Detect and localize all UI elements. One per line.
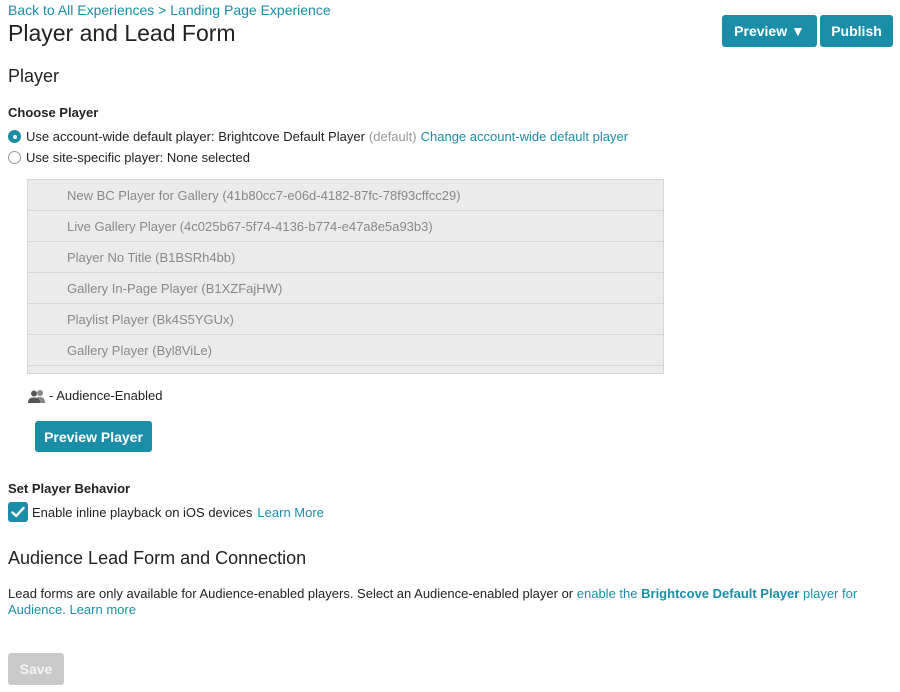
choose-player-title: Choose Player	[8, 105, 99, 120]
default-player-radio[interactable]	[8, 130, 21, 143]
lead-form-description	[8, 586, 868, 618]
lead-form-text: Lead forms are only available for Audience-enabled players. Select an Audience-enabled player or	[8, 586, 574, 601]
player-list-item[interactable]: Player No Title (B1BSRh4bb)	[28, 242, 663, 273]
breadcrumb-current-link[interactable]: Landing Page Experience	[170, 2, 331, 18]
player-section-title: Player	[8, 66, 60, 86]
checkmark-icon	[11, 506, 25, 518]
player-behavior-title: Set Player Behavior	[8, 481, 131, 496]
save-button[interactable]: Save	[8, 653, 64, 685]
site-player-radio[interactable]	[8, 151, 21, 164]
breadcrumb-back-link[interactable]: Back to All Experiences	[8, 2, 155, 18]
inline-playback-option[interactable]	[8, 502, 324, 522]
preview-dropdown-button[interactable]: Preview ▼	[722, 15, 817, 47]
enable-audience-link-player: Brightcove Default Player	[641, 586, 800, 601]
audience-legend-label: - Audience-Enabled	[49, 388, 163, 403]
page-title: Player and Lead Form	[8, 20, 236, 46]
site-player-label: Use site-specific player: None selected	[26, 150, 250, 165]
player-list[interactable]	[27, 179, 664, 374]
default-player-option[interactable]	[8, 129, 628, 144]
audience-users-icon	[27, 389, 47, 403]
site-player-option[interactable]	[8, 150, 250, 165]
lead-learn-more-link[interactable]: Learn more	[69, 602, 136, 617]
default-tag: (default)	[368, 129, 417, 144]
lead-section-title: Audience Lead Form and Connection	[8, 548, 307, 568]
breadcrumb-separator: >	[154, 2, 171, 18]
default-player-label: Use account-wide default player: Brightcove Default Player	[26, 129, 365, 144]
inline-playback-label: Enable inline playback on iOS devices	[32, 504, 253, 520]
player-list-item[interactable]: Gallery Player (Byl8ViLe)	[28, 335, 663, 366]
enable-audience-link-suffix: player for Audience.	[8, 586, 858, 617]
preview-player-button[interactable]: Preview Player	[35, 421, 152, 452]
breadcrumb	[8, 2, 331, 18]
player-list-item[interactable]: Gallery In-Page Player (B1XZFajHW)	[28, 273, 663, 304]
audience-legend	[27, 388, 162, 403]
enable-audience-link-prefix: enable the	[576, 586, 638, 601]
player-list-item[interactable]: Playlist Player (Bk4S5YGUx)	[28, 304, 663, 335]
change-default-player-link[interactable]: Change account-wide default player	[420, 129, 629, 144]
inline-learn-more-link[interactable]: Learn More	[257, 504, 324, 520]
inline-playback-checkbox[interactable]	[8, 502, 28, 522]
publish-button[interactable]: Publish	[820, 15, 893, 47]
player-list-item[interactable]: New BC Player for Gallery (41b80cc7-e06d-4182-87fc-78f93cffcc29)	[28, 180, 663, 211]
player-list-item[interactable]: Live Gallery Player (4c025b67-5f74-4136-b774-e47a8e5a93b3)	[28, 211, 663, 242]
